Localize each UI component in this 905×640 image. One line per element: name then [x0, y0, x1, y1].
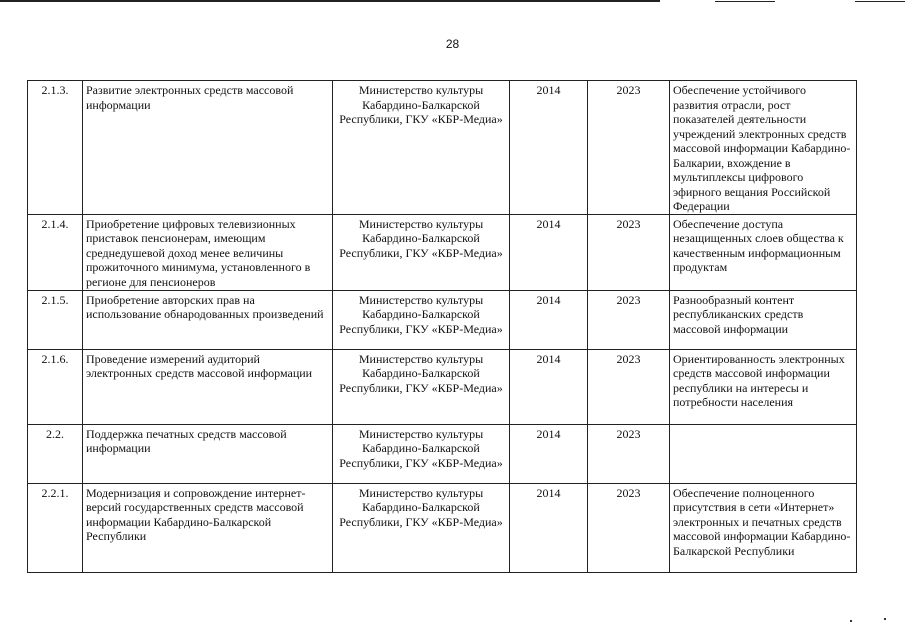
table-row: [28, 290, 857, 349]
scan-speck: [850, 620, 852, 622]
expected-result: [670, 424, 857, 483]
scan-speck: [884, 618, 886, 620]
start-year: 2014: [510, 214, 588, 290]
activity-name: Приобретение цифровых телевизионных приставок пенсионерам, имеющим среднедушевой доход менее величины прожиточного минимума, установленного в регионе для пенсионеров: [83, 214, 333, 290]
row-number: 2.1.6.: [28, 349, 83, 424]
end-year: 2023: [588, 81, 670, 215]
activity-name: Приобретение авторских прав на использование обнародованных произведений: [83, 290, 333, 349]
page-number: 28: [445, 37, 460, 51]
end-year: 2023: [588, 483, 670, 572]
row-number: 2.1.5.: [28, 290, 83, 349]
table-row: [28, 424, 857, 483]
responsible-executor: Министерство культуры Кабардино-Балкарской Республики, ГКУ «КБР-Медиа»: [333, 424, 510, 483]
responsible-executor: Министерство культуры Кабардино-Балкарской Республики, ГКУ «КБР-Медиа»: [333, 214, 510, 290]
responsible-executor: Министерство культуры Кабардино-Балкарской Республики, ГКУ «КБР-Медиа»: [333, 290, 510, 349]
expected-result: Обеспечение доступа незащищенных слоев общества к качественным информационным продуктам: [670, 214, 857, 290]
expected-result: Разнообразный контент республиканских средств массовой информации: [670, 290, 857, 349]
activity-name: Модернизация и сопровождение интернет-версий государственных средств массовой информации Кабардино-Балкарской Республики: [83, 483, 333, 572]
table-row: [28, 214, 857, 290]
activity-name: Развитие электронных средств массовой информации: [83, 81, 333, 215]
start-year: 2014: [510, 81, 588, 215]
expected-result: Обеспечение полноценного присутствия в сети «Интернет» электронных и печатных средств массовой информации Кабардино-Балкарской Республики: [670, 483, 857, 572]
end-year: 2023: [588, 424, 670, 483]
start-year: 2014: [510, 424, 588, 483]
row-number: 2.1.3.: [28, 81, 83, 215]
row-number: 2.2.: [28, 424, 83, 483]
table-row: [28, 483, 857, 572]
expected-result: Обеспечение устойчивого развития отрасли, рост показателей деятельности учреждений электронных средств массовой информации Кабардино-Балкарии, вхождение в мультиплексы цифрового эфирного вещания Российской Федерации: [670, 81, 857, 215]
row-number: 2.1.4.: [28, 214, 83, 290]
scan-edge-line: [0, 0, 660, 2]
start-year: 2014: [510, 290, 588, 349]
end-year: 2023: [588, 349, 670, 424]
responsible-executor: Министерство культуры Кабардино-Балкарской Республики, ГКУ «КБР-Медиа»: [333, 349, 510, 424]
scan-edge-line: [855, 1, 905, 2]
end-year: 2023: [588, 214, 670, 290]
responsible-executor: Министерство культуры Кабардино-Балкарской Республики, ГКУ «КБР-Медиа»: [333, 81, 510, 215]
expected-result: Ориентированность электронных средств массовой информации республики на интересы и потребности населения: [670, 349, 857, 424]
start-year: 2014: [510, 483, 588, 572]
end-year: 2023: [588, 290, 670, 349]
table-row: [28, 81, 857, 215]
table-row: [28, 349, 857, 424]
scan-edge-line: [715, 1, 775, 2]
responsible-executor: Министерство культуры Кабардино-Балкарской Республики, ГКУ «КБР-Медиа»: [333, 483, 510, 572]
row-number: 2.2.1.: [28, 483, 83, 572]
activity-name: Проведение измерений аудиторий электронных средств массовой информации: [83, 349, 333, 424]
start-year: 2014: [510, 349, 588, 424]
activity-name: Поддержка печатных средств массовой информации: [83, 424, 333, 483]
program-activities-table: [27, 80, 857, 573]
